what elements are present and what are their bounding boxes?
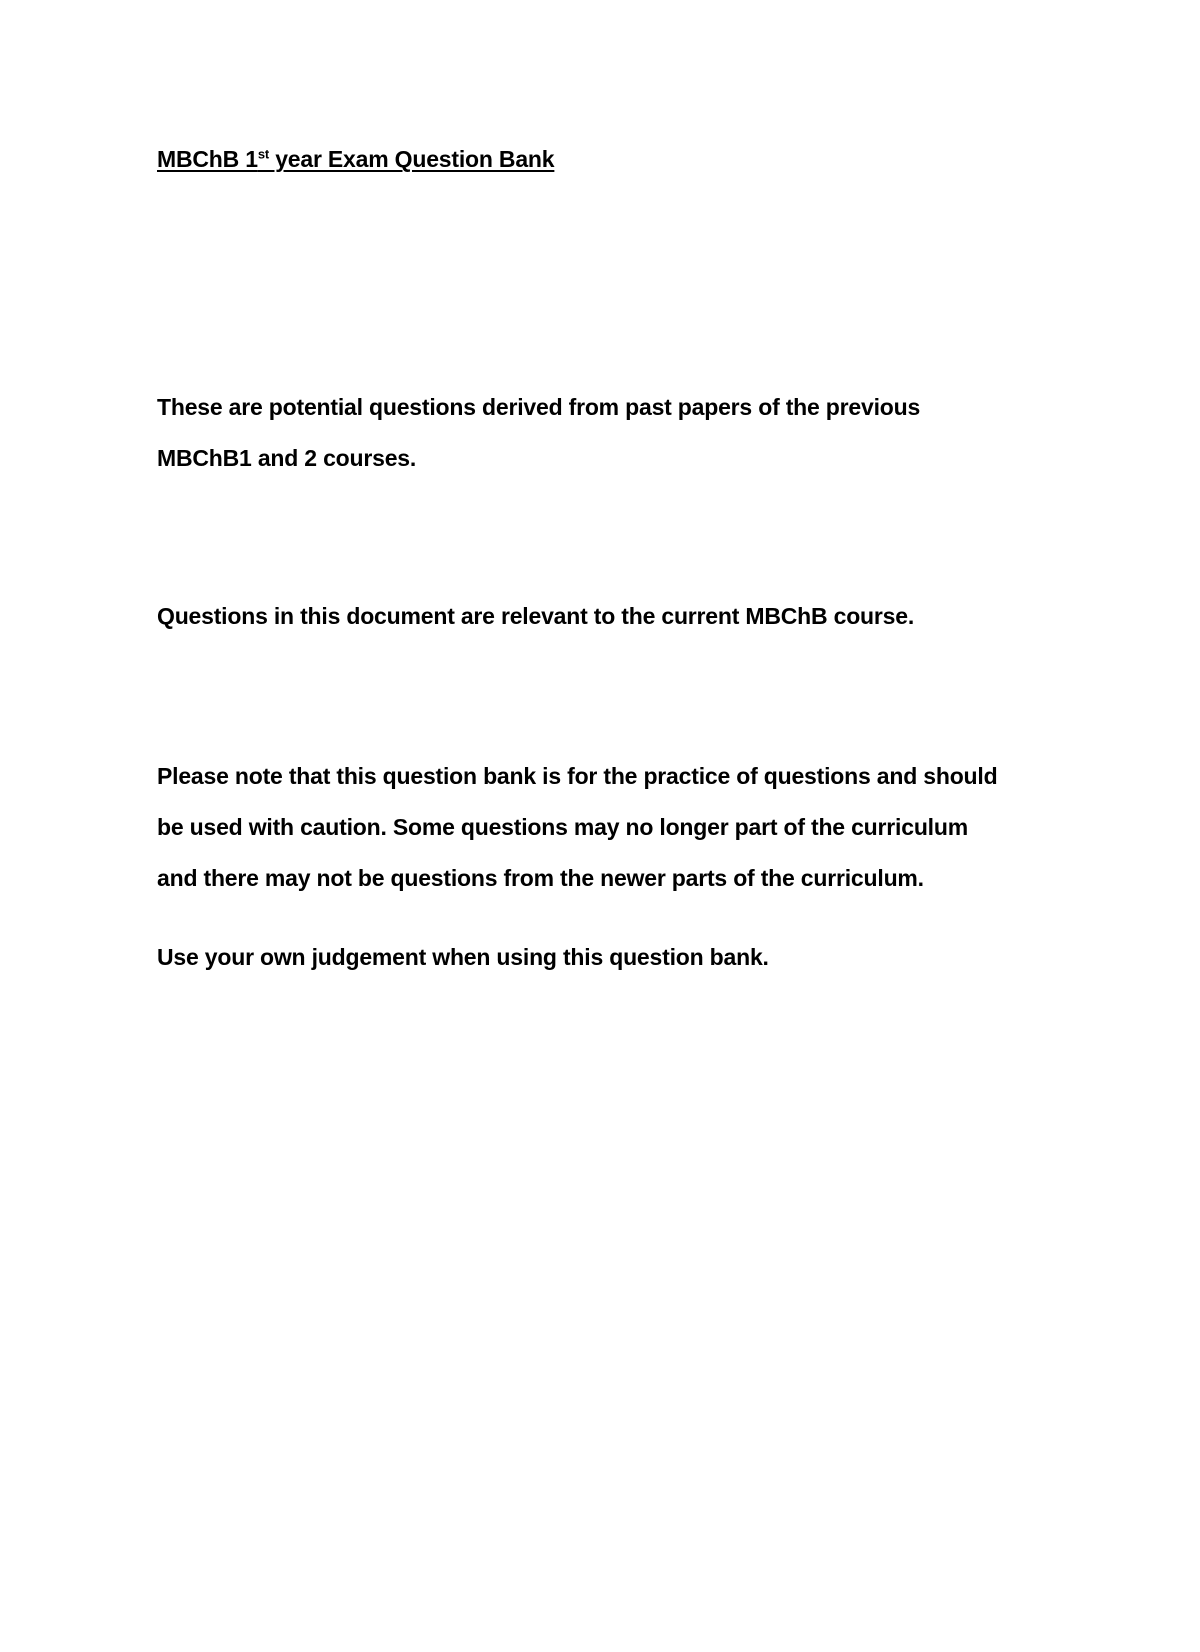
paragraph-1-line-1: These are potential questions derived from past papers of the previous	[157, 394, 921, 420]
paragraph-4-line-1: Use your own judgement when using this question bank.	[157, 944, 769, 970]
paragraph-1-line-2: MBChB1 and 2 courses.	[157, 445, 417, 471]
title-suffix: year Exam Question Bank	[269, 146, 555, 172]
paragraph-3-line-3: and there may not be questions from the newer parts of the curriculum.	[157, 865, 924, 891]
paragraph-3-line-2: be used with caution. Some questions may no longer part of the curriculum	[157, 814, 968, 840]
paragraph-3-line-1: Please note that this question bank is for the practice of questions and should	[157, 763, 998, 789]
paragraph-2-line-1: Questions in this document are relevant to the current MBChB course.	[157, 603, 915, 629]
document-title	[157, 148, 554, 171]
title-prefix: MBChB 1	[157, 146, 258, 172]
title-superscript: st	[257, 146, 269, 162]
